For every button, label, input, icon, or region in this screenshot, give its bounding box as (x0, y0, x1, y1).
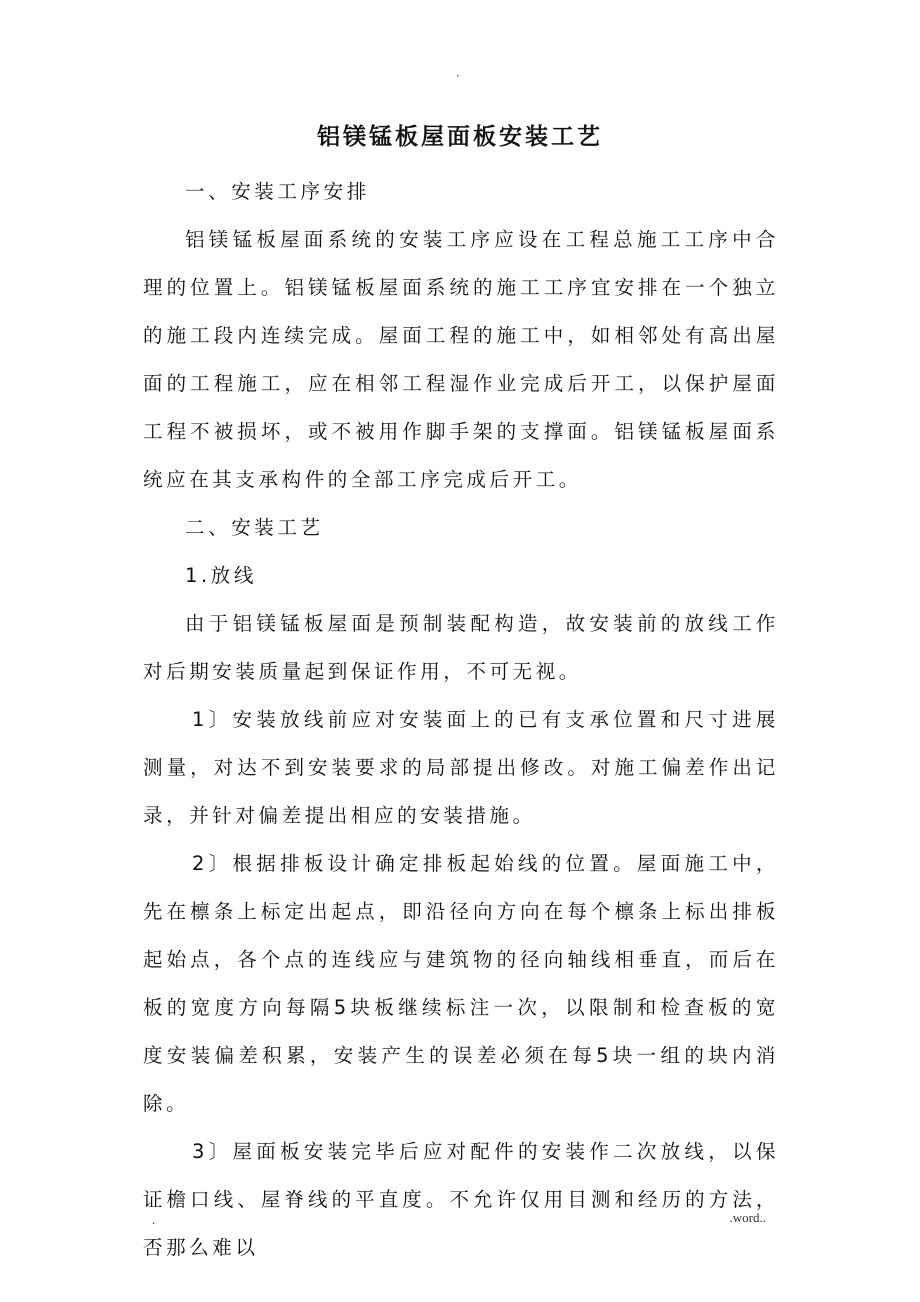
subsection1-paragraph: 由于铝镁锰板屋面是预制装配构造，故安装前的放线工作对后期安装质量起到保证作用，不可无视。 (143, 612, 779, 683)
section2-heading: 二、安装工艺 (185, 516, 324, 539)
step2-paragraph: 2〕根据排板设计确定排板起始线的位置。屋面施工中，先在檩条上标定出起点，即沿径向方向在每个檩条上标出排板起始点，各个点的连线应与建筑物的径向轴线相垂直，而后在板的宽度方向每隔5块板继续标注一次，以限制和检查板的宽度安装偏差积累，安装产生的误差必须在每5块一组的块内消除。 (143, 852, 779, 1115)
footer-left-mark: . (152, 1212, 156, 1227)
header-mark: · (456, 69, 460, 83)
section1-paragraph: 铝镁锰板屋面系统的安装工序应设在工程总施工工序中合理的位置上。铝镁锰板屋面系统的施工工序宜安排在一个独立的施工段内连续完成。屋面工程的施工中，如相邻处有高出屋面的工程施工，应在相邻工程湿作业完成后开工，以保护屋面工程不被损坏，或不被用作脚手架的支撑面。铝镁锰板屋面系统应在其支承构件的全部工序完成后开工。 (143, 228, 779, 491)
page-title: 铝镁锰板屋面板安装工艺 (317, 124, 603, 150)
section1-heading: 一、安装工序安排 (185, 180, 370, 203)
step1-paragraph: 1〕安装放线前应对安装面上的已有支承位置和尺寸进展测量，对达不到安装要求的局部提出修改。对施工偏差作出记录，并针对偏差提出相应的安装措施。 (143, 708, 779, 827)
step3-paragraph: 3〕屋面板安装完毕后应对配件的安装作二次放线，以保证檐口线、屋脊线的平直度。不允许仅用目测和经历的方法，否那么难以 (143, 1140, 779, 1259)
document-body (143, 168, 779, 1272)
footer-right-mark: .word.. (729, 1210, 766, 1225)
subsection1-heading: 1.放线 (185, 564, 258, 587)
